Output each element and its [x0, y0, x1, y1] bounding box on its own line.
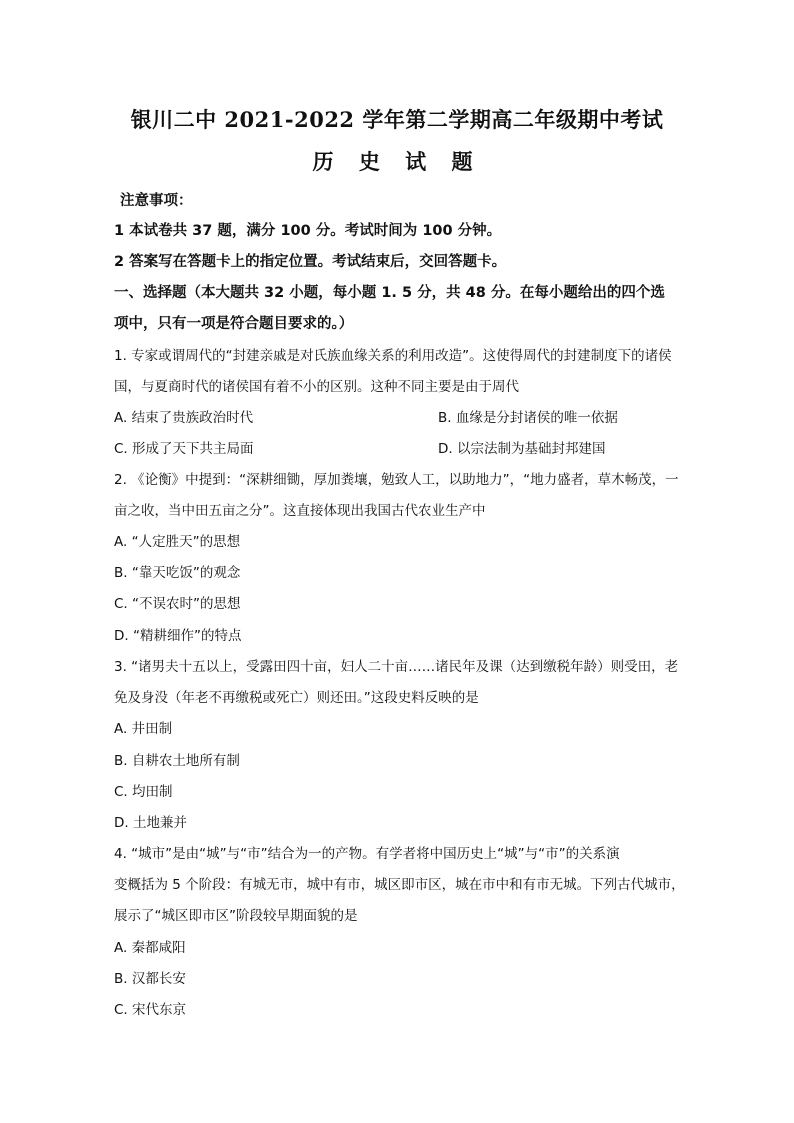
question-4-stem-line-1: 4. “城市”是由“城”与“市”结合为一的产物。有学者将中国历史上“城”与“市”的关系演	[114, 846, 620, 862]
question-1-stem-line-1: 1. 专家或谓周代的“封建亲戚是对氏族血缘关系的利用改造”。这使得周代的封建制度下的诸侯	[114, 348, 672, 364]
notice-item-1: 1 本试卷共 37 题，满分 100 分。考试时间为 100 分钟。	[114, 223, 502, 239]
question-4-option-b: B. 汉都长安	[114, 971, 186, 987]
question-2-stem-line-1: 2. 《论衡》中提到：“深耕细锄，厚加粪壤，勉致人工，以助地力”，“地力盛者，草木畅茂，一	[114, 472, 679, 488]
question-3-option-c: C. 均田制	[114, 784, 173, 800]
section-instructions-line-2: 项中，只有一项是符合题目要求的。）	[114, 316, 354, 332]
question-2-stem-line-2: 亩之收，当中田五亩之分”。这直接体现出我国古代农业生产中	[114, 503, 486, 519]
question-3-option-b: B. 自耕农土地所有制	[114, 753, 240, 769]
question-3-option-d: D. 土地兼并	[114, 815, 187, 831]
question-2-option-b: B. “靠天吃饭”的观念	[114, 565, 241, 581]
question-2-option-c: C. “不误农时”的思想	[114, 596, 241, 612]
question-3-option-a: A. 井田制	[114, 721, 173, 737]
exam-subtitle: 历 史 试 题	[312, 149, 482, 174]
question-1-option-c: C. 形成了天下共主局面	[114, 441, 254, 457]
question-1-option-b: B. 血缘是分封诸侯的唯一依据	[438, 410, 618, 426]
question-4-stem-line-3: 展示了“城区即市区”阶段较早期面貌的是	[114, 908, 358, 924]
question-1-stem-line-2: 国，与夏商时代的诸侯国有着不小的区别。这种不同主要是由于周代	[114, 379, 519, 395]
question-4-stem-line-2: 变概括为 5 个阶段：有城无市，城中有市，城区即市区，城在市中和有市无城。下列古代城市，	[114, 877, 685, 893]
question-2-option-d: D. “精耕细作”的特点	[114, 628, 242, 644]
question-3-stem-line-1: 3. “诸男夫十五以上，受露田四十亩，妇人二十亩……诸民年及课（达到缴税年龄）则受田，老	[114, 659, 679, 675]
question-4-option-c: C. 宋代东京	[114, 1002, 187, 1018]
question-4-option-a: A. 秦都咸阳	[114, 940, 186, 956]
exam-title: 银川二中 2021-2022 学年第二学期高二年级期中考试	[130, 107, 664, 132]
question-1-option-d: D. 以宗法制为基础封邦建国	[438, 441, 606, 457]
notice-heading: 注意事项：	[120, 193, 193, 209]
question-2-option-a: A. “人定胜天”的思想	[114, 534, 241, 550]
section-instructions-line-1: 一、选择题（本大题共 32 小题，每小题 1. 5 分，共 48 分。在每小题给出的四个选	[114, 285, 665, 301]
question-1-option-a: A. 结束了贵族政治时代	[114, 410, 254, 426]
question-3-stem-line-2: 免及身没（年老不再缴税或死亡）则还田。”这段史料反映的是	[114, 690, 479, 706]
notice-item-2: 2 答案写在答题卡上的指定位置。考试结束后，交回答题卡。	[114, 254, 507, 270]
